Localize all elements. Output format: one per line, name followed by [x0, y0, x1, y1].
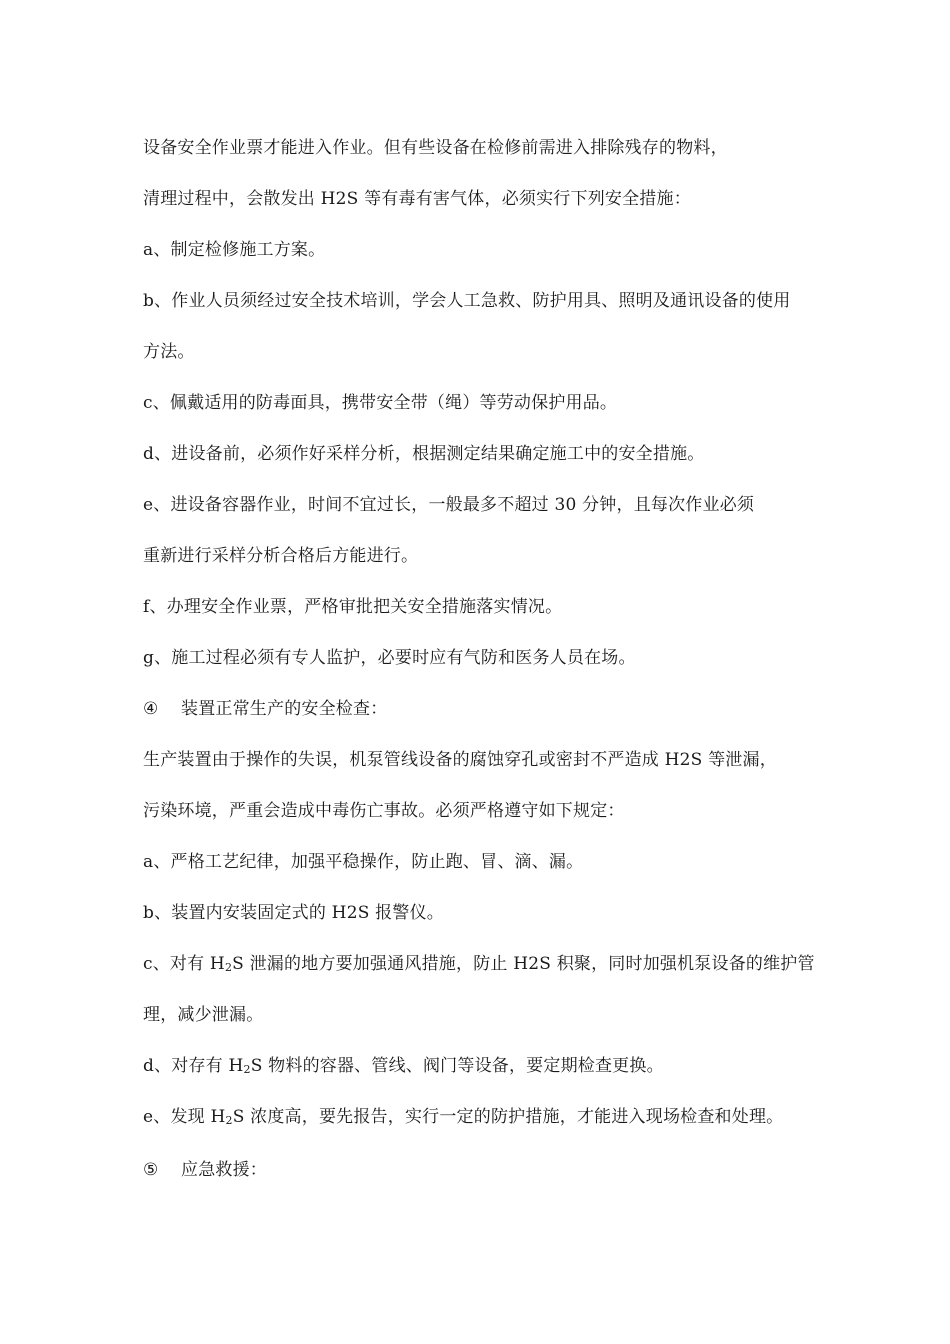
- list-item-c-cont: 理，减少泄漏。: [143, 1005, 264, 1025]
- list-item-d: d、进设备前，必须作好采样分析，根据测定结果确定施工中的安全措施。: [143, 444, 705, 464]
- list-item-e: e、进设备容器作业，时间不宜过长，一般最多不超过 30 分钟，且每次作业必须: [143, 495, 755, 515]
- list-item-a: a、制定检修施工方案。: [143, 240, 326, 260]
- section-title: 装置正常生产的安全检查：: [181, 699, 388, 719]
- section-number: ④: [143, 699, 159, 719]
- list-item-c: c、佩戴适用的防毒面具，携带安全带（绳）等劳动保护用品。: [143, 393, 618, 413]
- paragraph-line: 设备安全作业票才能进入作业。但有些设备在检修前需进入排除残存的物料，: [143, 138, 728, 158]
- section-heading-4: [143, 698, 387, 720]
- list-item-e: e、发现 $H_2S$ 浓度高，要先报告，实行一定的防护措施，才能进入现场检查和处理。: [143, 1107, 784, 1127]
- list-item-d: d、对存有 $H_2S$ 物料的容器、管线、阀门等设备，要定期检查更换。: [143, 1056, 664, 1076]
- section-number: ⑤: [143, 1160, 159, 1180]
- list-item-b: b、作业人员须经过安全技术培训，学会人工急救、防护用具、照明及通讯设备的使用: [143, 291, 791, 311]
- list-item-a: a、严格工艺纪律，加强平稳操作，防止跑、冒、滴、漏。: [143, 852, 584, 872]
- list-item-b-cont: 方法。: [143, 342, 195, 362]
- list-item-g: g、施工过程必须有专人监护，必要时应有气防和医务人员在场。: [143, 648, 636, 668]
- section-heading-5: [143, 1159, 267, 1181]
- paragraph-line: 清理过程中，会散发出 H2S 等有毒有害气体，必须实行下列安全措施：: [143, 189, 691, 209]
- list-item-c: c、对有 $H_2S$ 泄漏的地方要加强通风措施，防止 H2S 积聚，同时加强机泵设备的维护管: [143, 954, 815, 974]
- paragraph-line: 污染环境，严重会造成中毒伤亡事故。必须严格遵守如下规定：: [143, 801, 625, 821]
- section-title: 应急救援：: [181, 1160, 267, 1180]
- paragraph-line: 生产装置由于操作的失误，机泵管线设备的腐蚀穿孔或密封不严造成 H2S 等泄漏，: [143, 750, 777, 770]
- list-item-b: b、装置内安装固定式的 H2S 报警仪。: [143, 903, 444, 923]
- list-item-e-cont: 重新进行采样分析合格后方能进行。: [143, 546, 419, 566]
- list-item-f: f、办理安全作业票，严格审批把关安全措施落实情况。: [143, 597, 563, 617]
